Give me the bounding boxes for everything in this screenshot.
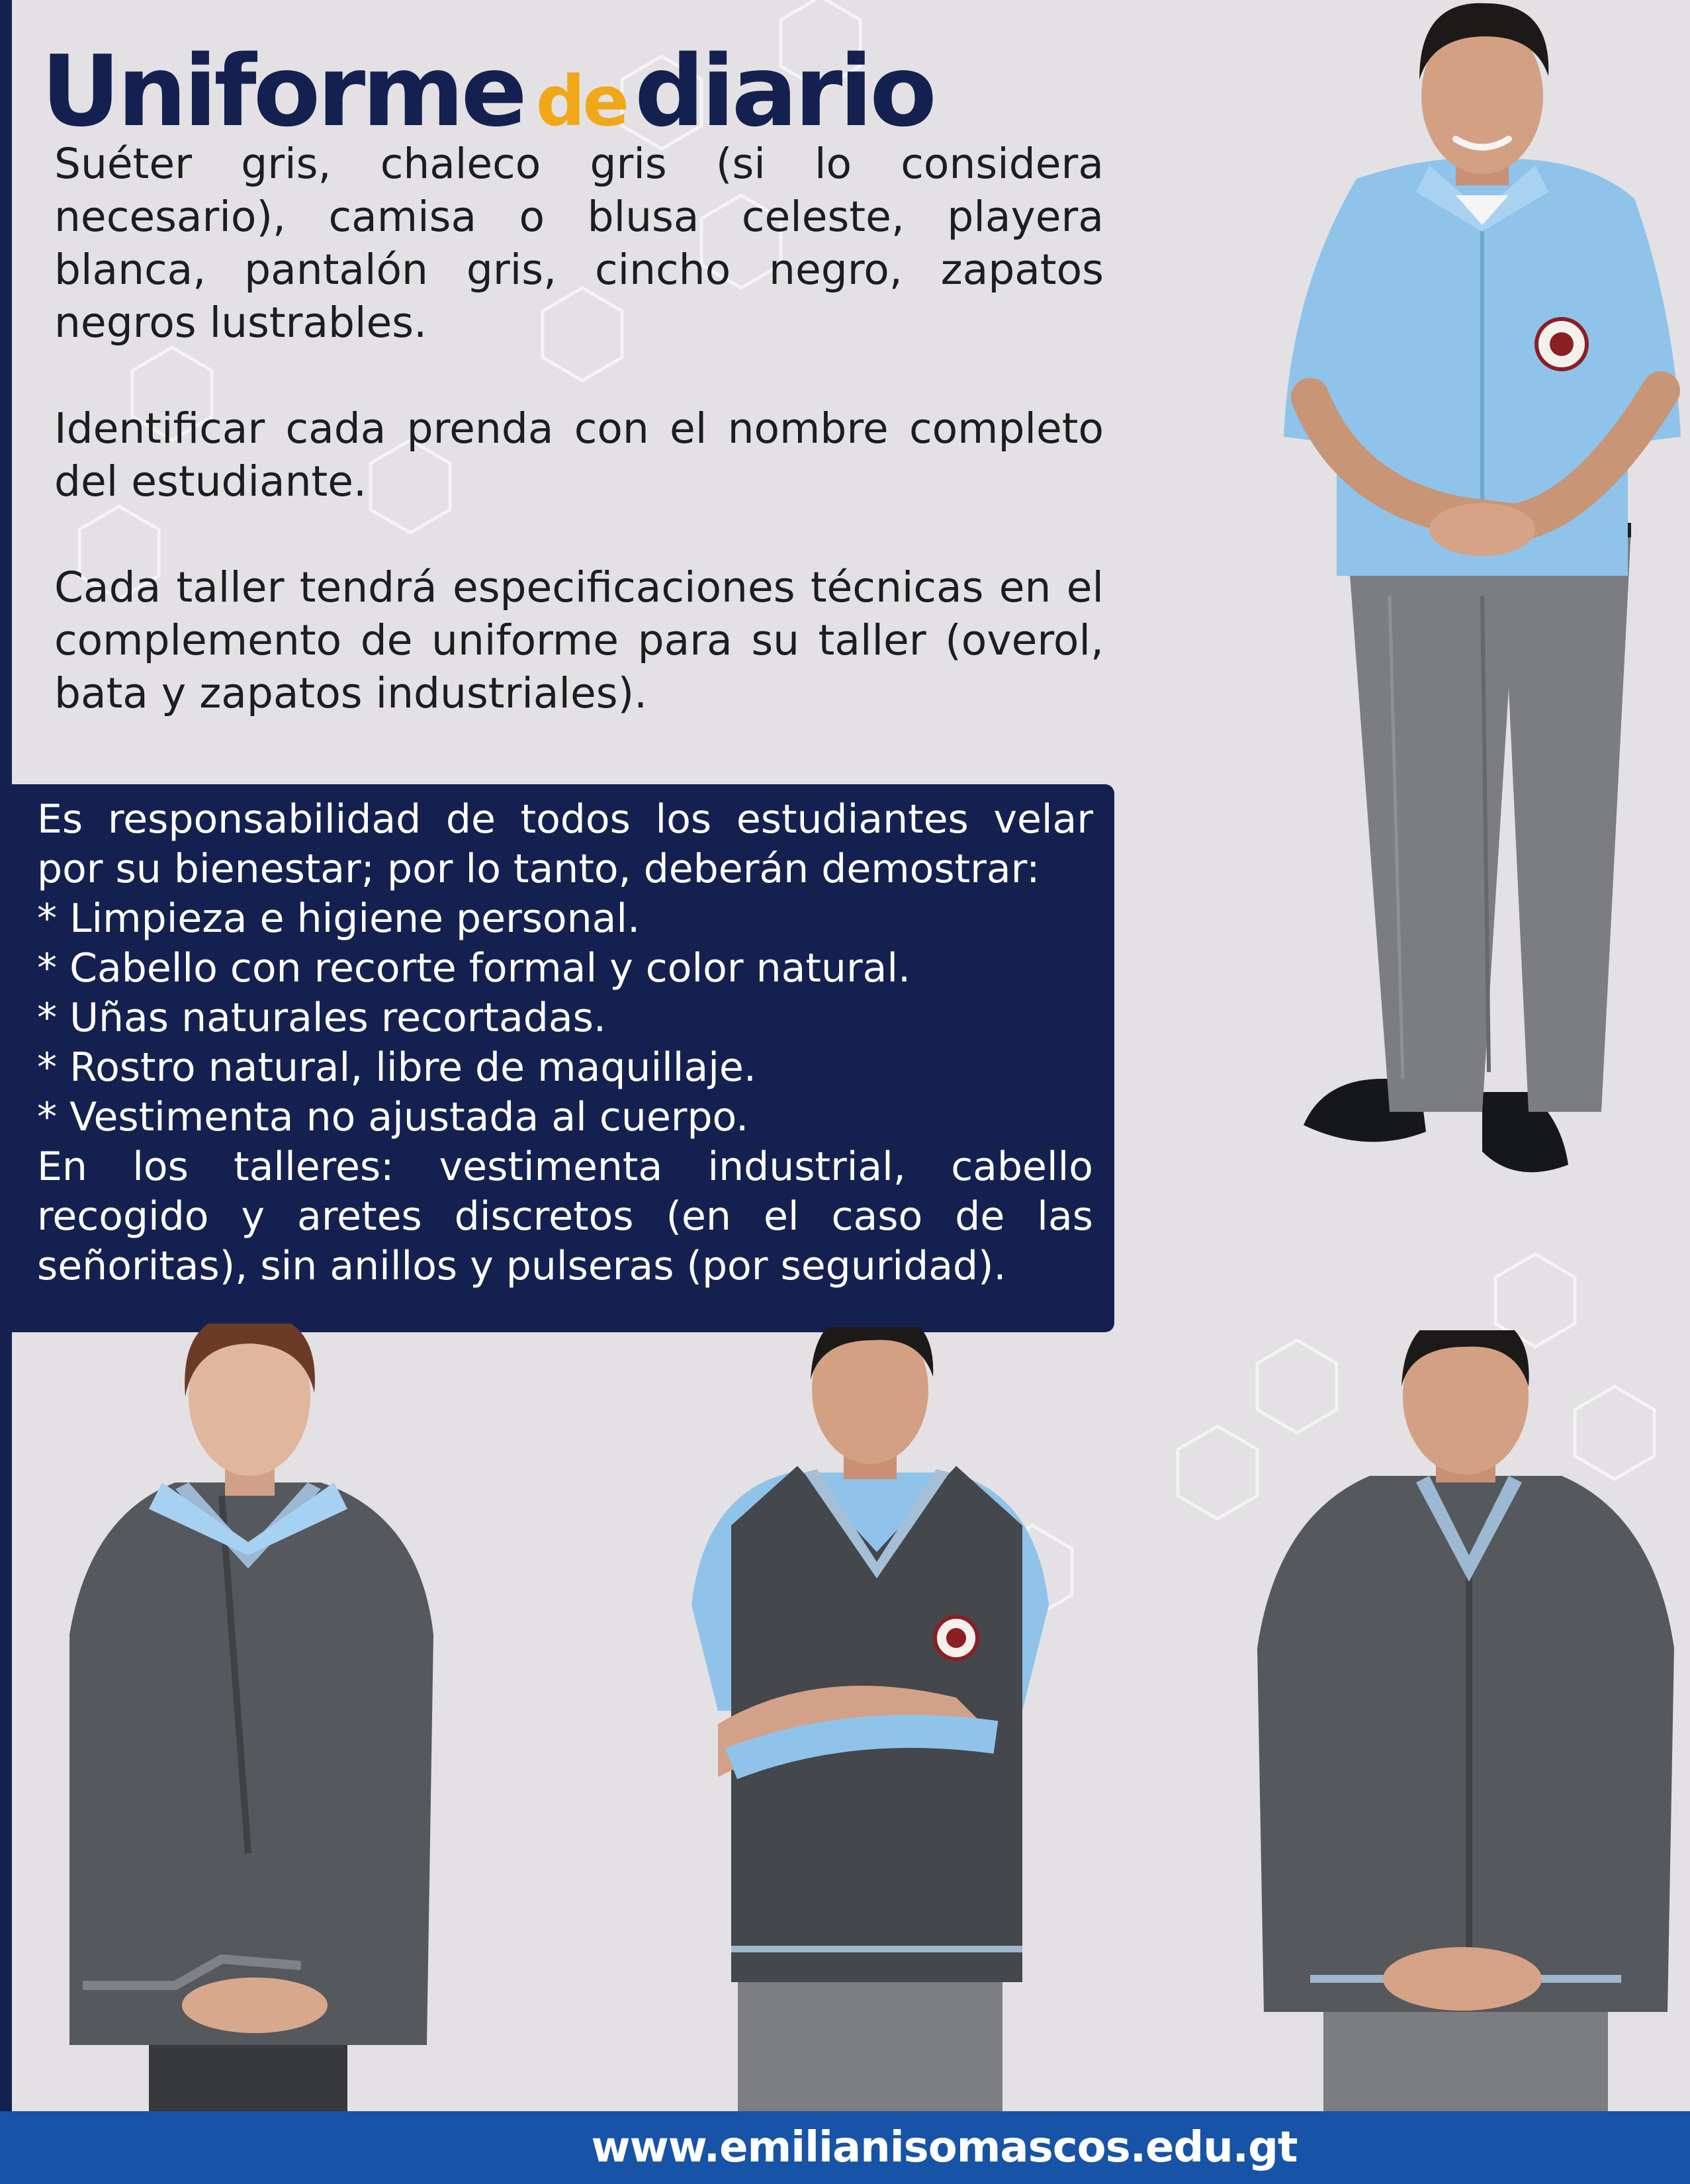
- uniform-description: Suéter gris, chaleco gris (si lo considera necesario), camisa o blusa celeste, playera blanca, pantalón gris, cincho negro, zapatos negros lustrables.: [54, 140, 1104, 347]
- workshop-specifications-note: Cada taller tendrá especificaciones técnicas en el complemento de uniforme para su taller (overol, bata y zapatos industriales).: [54, 563, 1104, 717]
- responsibilities-intro: Es responsabilidad de todos los estudiantes velar por su bienestar; por lo tanto, deberán demostrar:: [37, 796, 1093, 892]
- responsibilities-box: [12, 784, 1114, 1332]
- garment-identification-note: Identificar cada prenda con el nombre completo del estudiante.: [54, 404, 1104, 506]
- footer-bar: [0, 2111, 1690, 2184]
- photo-student-cardigan-male: [1251, 1330, 1681, 2111]
- rule-item: * Rostro natural, libre de maquillaje.: [37, 1044, 756, 1091]
- rule-item: * Vestimenta no ajustada al cuerpo.: [37, 1094, 749, 1140]
- website-link[interactable]: www.emilianisomascos.edu.gt: [591, 2123, 1298, 2172]
- rule-item: * Cabello con recorte formal y color natural.: [37, 945, 911, 991]
- photo-student-vest: [691, 1327, 1049, 2111]
- rule-item: * Limpieza e higiene personal.: [37, 895, 641, 942]
- title-word-de: de: [535, 61, 627, 142]
- page-title: [41, 34, 934, 147]
- workshop-rules: En los talleres: vestimenta industrial, cabello recogido y aretes discretos (en el caso de las señoritas), sin anillos y pulseras (por seguridad).: [37, 1144, 1093, 1289]
- left-accent-bar: [0, 0, 12, 2111]
- photo-student-cardigan-female: [56, 1324, 440, 2111]
- title-word-uniforme: Uniforme: [41, 34, 524, 148]
- photo-student-shirt: [1264, 0, 1687, 1198]
- title-word-diario: diario: [634, 34, 934, 148]
- rule-item: * Uñas naturales recortadas.: [37, 995, 606, 1041]
